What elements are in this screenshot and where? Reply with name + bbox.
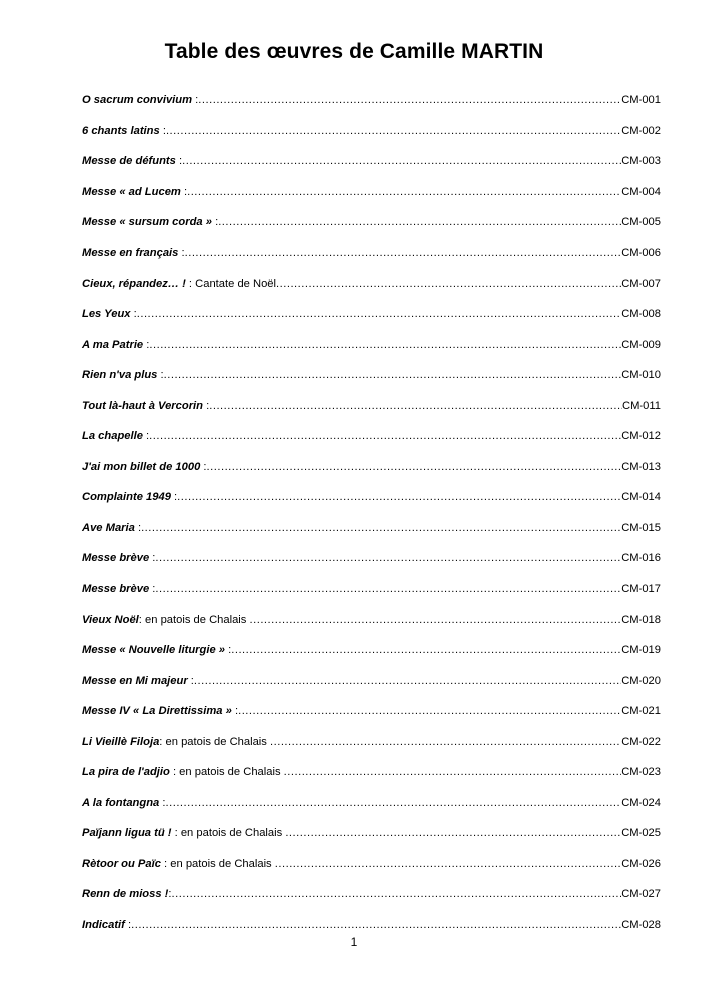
work-note: :	[143, 338, 150, 351]
work-code: CM-005	[621, 216, 661, 229]
work-note: :	[187, 674, 194, 687]
work-code: CM-015	[621, 521, 661, 534]
toc-row	[82, 482, 661, 513]
work-note: : en patois de Chalais	[159, 735, 270, 748]
toc-row	[82, 849, 661, 880]
toc-row	[82, 421, 661, 452]
work-code: CM-011	[622, 399, 661, 412]
work-title: Messe « ad Lucem	[82, 185, 181, 198]
dot-leader	[177, 491, 621, 503]
work-title: Rètoor ou Païc	[82, 857, 161, 870]
toc-row	[82, 360, 661, 391]
work-title: Messe brève	[82, 552, 150, 565]
work-title: Messe IV « La Direttissima »	[82, 705, 232, 718]
toc-row	[82, 513, 661, 544]
work-note: :	[159, 796, 166, 809]
dot-leader	[155, 552, 621, 564]
toc-row	[82, 726, 661, 757]
work-code: CM-016	[621, 552, 661, 565]
work-title: Li Vieillè Filoja	[82, 735, 160, 748]
work-code: CM-020	[621, 674, 661, 687]
dot-leader	[149, 430, 621, 442]
toc-row	[82, 635, 661, 666]
work-code: CM-012	[621, 430, 661, 443]
toc-row	[82, 604, 661, 635]
work-title: Messe « Nouvelle liturgie »	[82, 644, 226, 657]
dot-leader	[238, 705, 621, 717]
work-title: Renn de mioss !	[82, 888, 169, 901]
work-code: CM-024	[621, 796, 661, 809]
work-note: :	[159, 124, 166, 137]
work-note: : en patois de Chalais	[171, 827, 286, 840]
toc-row	[82, 177, 661, 208]
page-title: Table des œuvres de Camille MARTIN	[164, 40, 544, 63]
dot-leader	[172, 888, 622, 900]
work-code: CM-008	[621, 308, 661, 321]
work-note: : en patois de Chalais	[160, 857, 275, 870]
table-of-works	[82, 85, 661, 940]
work-code: CM-006	[621, 247, 661, 259]
work-code: CM-023	[621, 766, 661, 779]
work-title: Rien n'va plus	[82, 369, 158, 382]
dot-leader	[182, 155, 621, 167]
toc-row	[82, 543, 661, 574]
work-note: :	[180, 185, 188, 198]
work-title: Tout là-haut à Vercorin	[82, 399, 204, 412]
dot-leader	[187, 186, 621, 198]
dot-leader	[231, 644, 621, 656]
toc-row	[82, 390, 661, 421]
work-title: Les Yeux	[82, 308, 131, 321]
work-title: La pira de l'adjio	[82, 766, 170, 779]
work-code: CM-007	[621, 277, 661, 290]
work-note: : en patois de Chalais	[138, 613, 250, 626]
work-code: CM-018	[621, 613, 661, 626]
work-note: :	[157, 369, 164, 382]
work-note: :	[168, 888, 172, 901]
work-note: :	[149, 552, 156, 565]
work-title: A la fontangna	[82, 796, 160, 809]
toc-row	[82, 116, 661, 147]
work-note: : Cantate de Noël	[185, 277, 277, 290]
work-title: Ave Maria	[82, 521, 135, 534]
work-title: 6 chants latins	[82, 124, 160, 137]
work-note: :	[149, 583, 156, 596]
work-code: CM-003	[621, 155, 661, 168]
work-code: CM-002	[621, 124, 661, 137]
toc-row	[82, 818, 661, 849]
toc-row	[82, 665, 661, 696]
dot-leader	[185, 247, 622, 259]
toc-row	[82, 574, 661, 605]
work-title: O sacrum convivium	[82, 94, 193, 107]
work-code: CM-001	[621, 94, 661, 107]
work-title: Païjann ligua tü !	[82, 827, 172, 840]
work-code: CM-028	[621, 919, 661, 932]
work-title: Messe brève	[82, 583, 150, 596]
work-note: :	[225, 644, 232, 657]
work-title: Complainte 1949	[82, 491, 171, 504]
dot-leader	[250, 614, 622, 626]
work-note: :	[192, 94, 199, 107]
dot-leader	[137, 308, 621, 320]
work-note: :	[211, 216, 219, 229]
work-title: J'ai mon billet de 1000	[82, 460, 201, 473]
work-title: Messe en Mi majeur	[82, 674, 188, 687]
dot-leader	[166, 797, 622, 809]
dot-leader	[141, 522, 621, 534]
toc-row	[82, 299, 661, 330]
work-code: CM-025	[621, 827, 661, 840]
page-number: 1	[350, 935, 358, 949]
toc-row	[82, 757, 661, 788]
dot-leader	[209, 400, 622, 412]
work-note: :	[200, 460, 207, 473]
work-note: :	[130, 308, 137, 321]
dot-leader	[284, 766, 622, 778]
dot-leader	[166, 125, 621, 137]
work-code: CM-022	[621, 735, 661, 748]
dot-leader	[276, 278, 621, 290]
work-note: :	[178, 247, 185, 259]
toc-row	[82, 268, 661, 299]
work-title: Messe en français	[82, 247, 179, 259]
toc-row	[82, 85, 661, 116]
work-note: : en patois de Chalais	[169, 766, 284, 779]
dot-leader	[149, 339, 621, 351]
dot-leader	[218, 216, 621, 228]
work-note: :	[170, 491, 178, 504]
work-title: La chapelle	[82, 430, 143, 443]
dot-leader	[198, 94, 621, 106]
work-code: CM-004	[621, 185, 661, 198]
toc-row	[82, 788, 661, 819]
dot-leader	[194, 675, 621, 687]
work-title: A ma Patrie	[82, 338, 144, 351]
work-code: CM-021	[621, 705, 661, 718]
work-code: CM-013	[621, 460, 661, 473]
toc-row	[82, 696, 661, 727]
dot-leader	[155, 583, 621, 595]
work-code: CM-010	[621, 369, 661, 382]
dot-leader	[285, 827, 621, 839]
toc-row	[82, 879, 661, 910]
work-note: :	[231, 705, 239, 718]
dot-leader	[131, 919, 621, 931]
work-title: Cieux, répandez… !	[82, 277, 186, 290]
dot-leader	[164, 369, 622, 381]
work-note: :	[124, 919, 132, 932]
work-title: Messe « sursum corda »	[82, 216, 212, 229]
work-code: CM-019	[621, 644, 661, 657]
work-title: Vieux Noël	[82, 613, 139, 626]
work-note: :	[175, 155, 183, 168]
work-code: CM-027	[621, 888, 661, 901]
work-title: Indicatif	[82, 919, 125, 932]
work-note: :	[142, 430, 150, 443]
work-title: Messe de défunts	[82, 155, 176, 168]
work-code: CM-009	[621, 338, 661, 351]
work-code: CM-026	[621, 857, 661, 870]
toc-row	[82, 238, 661, 269]
toc-row	[82, 329, 661, 360]
work-note: :	[203, 399, 210, 412]
toc-row	[82, 207, 661, 238]
dot-leader	[270, 736, 621, 748]
work-code: CM-017	[621, 583, 661, 596]
dot-leader	[275, 858, 621, 870]
toc-row	[82, 452, 661, 483]
toc-row	[82, 146, 661, 177]
work-note: :	[134, 521, 142, 534]
dot-leader	[207, 461, 622, 473]
work-code: CM-014	[621, 491, 661, 504]
